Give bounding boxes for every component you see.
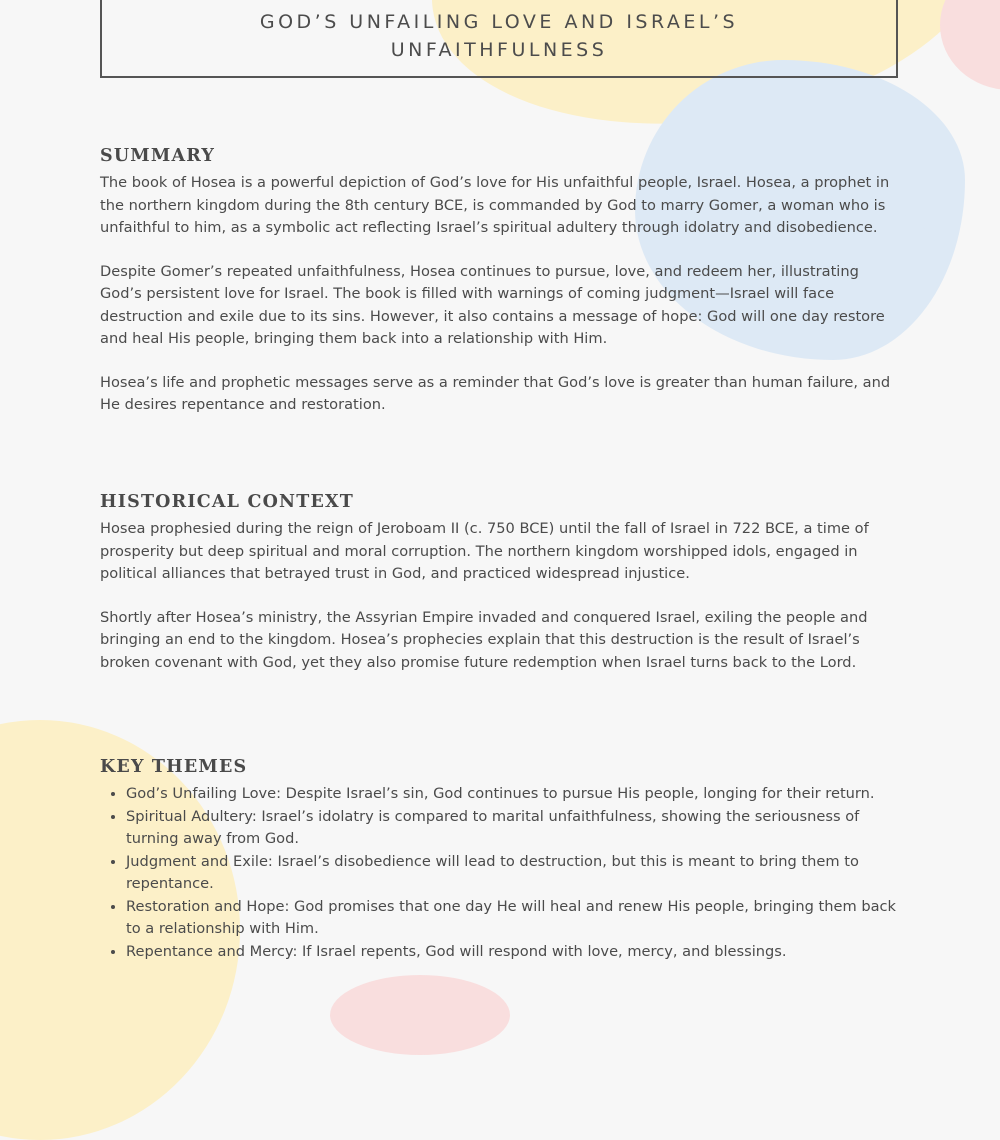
summary-paragraph-2: Despite Gomer’s repeated unfaithfulness, Hosea continues to pursue, love, and redeem her, illustrating God’s persistent love for Israel. The book is filled with warnings of coming judgment—Israel will face destruction and exile due to its sins. However, it also contains a message of hope: God will one day restore and heal His people, bringing them back into a relationship with Him.: [100, 262, 885, 347]
key-theme-item: • Restoration and Hope: God promises that one day He will heal and renew His people, bringing them back to a relationship with Him.: [126, 896, 905, 941]
summary-paragraph-1: The book of Hosea is a powerful depiction of God’s love for His unfaithful people, Israel. Hosea, a prophet in the northern kingdom during the 8th century BCE, is commanded by God to marry Gomer, a woman who is unfaithful to him, as a symbolic act reflecting Israel’s spiritual adultery through idolatry and disobedience.: [100, 174, 890, 236]
key-themes-section: [100, 757, 905, 963]
summary-paragraph-3: Hosea’s life and prophetic messages serve as a reminder that God’s love is greater than human failure, and He desires repentance and restoration.: [100, 373, 891, 413]
key-theme-item: • God’s Unfailing Love: Despite Israel’s sin, God continues to pursue His people, longing for their return.: [126, 783, 905, 806]
historical-context-paragraph-1: Hosea prophesied during the reign of Jeroboam II (c. 750 BCE) until the fall of Israel in 722 BCE, a time of prosperity but deep spiritual and moral corruption. The northern kingdom worshipped idols, engaged in political alliances that betrayed trust in God, and practiced widespread injustice.: [100, 520, 869, 582]
title-box: [100, 0, 898, 78]
decorative-blob-pink-top: [940, 0, 1000, 90]
key-theme-item: • Repentance and Mercy: If Israel repents, God will respond with love, mercy, and blessings.: [126, 941, 905, 964]
key-theme-item: • Spiritual Adultery: Israel’s idolatry is compared to marital unfaithfulness, showing the seriousness of turning away from God.: [126, 806, 905, 851]
key-theme-item: • Judgment and Exile: Israel’s disobedience will lead to destruction, but this is meant to bring them to repentance.: [126, 851, 905, 896]
summary-heading: SUMMARY: [100, 146, 216, 166]
summary-section: [100, 146, 905, 438]
decorative-blob-pink-bottom: [330, 975, 510, 1055]
page-title: GOD’S UNFAILING LOVE AND ISRAEL’S UNFAITHFULNESS: [259, 11, 739, 61]
key-themes-heading: KEY THEMES: [100, 757, 248, 777]
key-themes-list: [100, 783, 905, 963]
historical-context-section: [100, 492, 905, 695]
historical-context-heading: HISTORICAL CONTEXT: [100, 492, 354, 512]
historical-context-paragraph-2: Shortly after Hosea’s ministry, the Assyrian Empire invaded and conquered Israel, exiling the people and bringing an end to the kingdom. Hosea’s prophecies explain that this destruction is the result of Israel’s broken covenant with God, yet they also promise future redemption when Israel turns back to the Lord.: [100, 608, 868, 671]
